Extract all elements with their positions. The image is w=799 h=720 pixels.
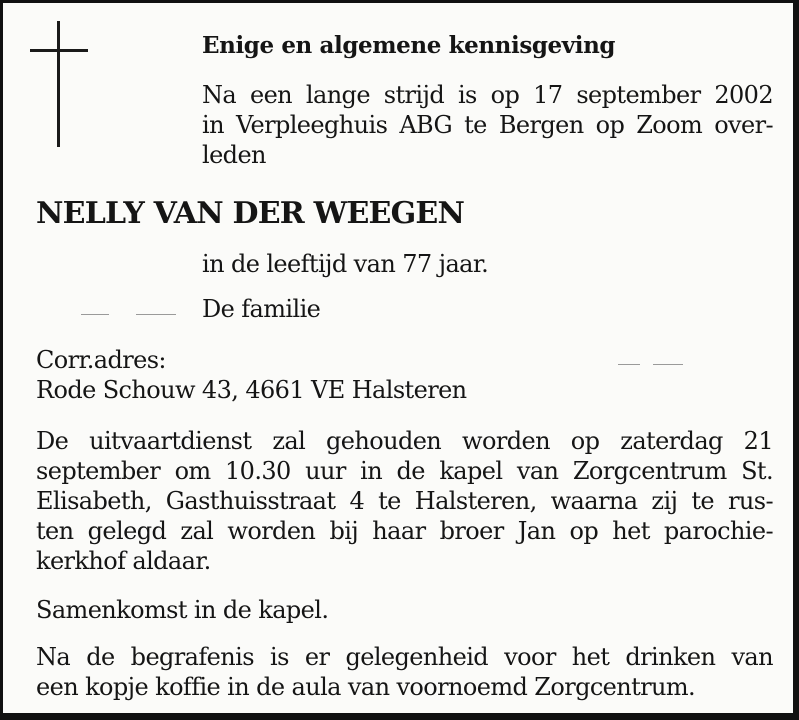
reception-line-1: Na de begrafenis is er gelegenheid voor het drinken van [36, 643, 773, 671]
cross-icon-vertical [57, 21, 60, 147]
reception-line-2: een kopje koffie in de aula van voornoemd Zorgcentrum. [36, 673, 696, 701]
print-speck [618, 364, 640, 365]
service-line-2: september om 10.30 uur in de kapel van Zorgcentrum St. [36, 457, 773, 485]
print-speck [81, 314, 109, 315]
print-speck [653, 364, 683, 365]
service-line-4: ten gelegd zal worden bij haar broer Jan op het parochie- [36, 517, 773, 545]
correspondence-label: Corr.adres: [36, 346, 166, 374]
signature: De familie [202, 295, 321, 323]
service-line-1: De uitvaartdienst zal gehouden worden op zaterdag 21 [36, 427, 773, 455]
age-line: in de leeftijd van 77 jaar. [202, 250, 489, 278]
print-speck [136, 314, 176, 315]
announcement-line-3: leden [202, 141, 266, 169]
deceased-name: NELLY VAN DER WEEGEN [36, 196, 465, 231]
service-line-5: kerkhof aldaar. [36, 547, 211, 575]
announcement-line-1: Na een lange strijd is op 17 september 2002 [202, 81, 773, 109]
correspondence-address: Rode Schouw 43, 4661 VE Halsteren [36, 376, 467, 404]
notice-heading: Enige en algemene kennisgeving [202, 32, 616, 59]
announcement-line-2: in Verpleeghuis ABG te Bergen op Zoom over- [202, 111, 773, 139]
gathering-line: Samenkomst in de kapel. [36, 596, 329, 624]
service-line-3: Elisabeth, Gasthuisstraat 4 te Halsteren, waarna zij te rus- [36, 487, 773, 515]
cross-icon-horizontal [30, 49, 88, 52]
